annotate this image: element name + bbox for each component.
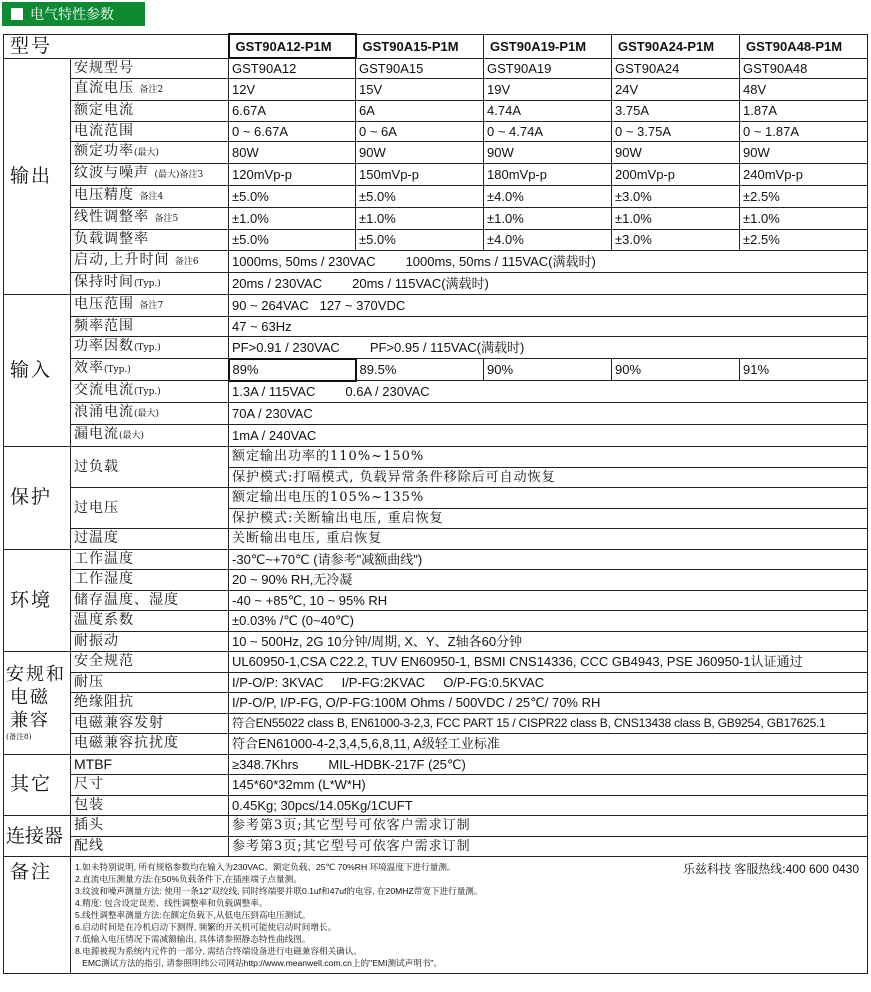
cell-value: 额定输出电压的105%~135% <box>229 488 868 509</box>
square-icon <box>11 8 23 20</box>
row-label: 电流范围 <box>71 121 229 142</box>
cell-value: 1mA / 240VAC <box>229 425 868 447</box>
cell-value: 91% <box>740 359 868 381</box>
spec-table <box>3 33 868 974</box>
cell-value: 0 ~ 4.74A <box>484 121 612 142</box>
cell-value: 保护模式:打嗝模式, 负载异常条件移除后可自动恢复 <box>229 467 868 488</box>
section-header <box>2 2 145 26</box>
remark-line: EMC测试方法的指引, 请参照明纬公司网站http://www.meanwell.com.cn上的"EMI测试声明书"。 <box>75 958 443 968</box>
cell-value: 1000ms, 50ms / 230VAC 1000ms, 50ms / 115VAC(满载时) <box>229 250 868 272</box>
cell-value: ±1.0% <box>740 208 868 230</box>
remarks-section-title: 备注 <box>4 857 71 974</box>
cell-value: 90W <box>612 142 740 164</box>
row-label: 过温度 <box>71 529 229 550</box>
row-label: 频率范围 <box>71 316 229 337</box>
row-label: 电压范围 备注7 <box>71 294 229 316</box>
row-label: 工作温度 <box>71 549 229 570</box>
cell-value: GST90A15 <box>356 58 484 79</box>
cell-value: ±4.0% <box>484 230 612 251</box>
row-label: 漏电流(最大) <box>71 425 229 447</box>
cell-value: ±5.0% <box>356 186 484 208</box>
row-label: 额定电流 <box>71 101 229 122</box>
row-label: 交流电流(Typ.) <box>71 381 229 403</box>
row-label: 包装 <box>71 795 229 816</box>
row-label: 安规型号 <box>71 58 229 79</box>
row-label: 耐振动 <box>71 631 229 652</box>
row-label: 配线 <box>71 836 229 857</box>
remark-line: 4.精度: 包含设定误差、线性调整率和负载调整率。 <box>75 898 268 908</box>
cell-value: GST90A24 <box>612 58 740 79</box>
cell-value: ±5.0% <box>229 186 356 208</box>
cell-value: ±5.0% <box>229 230 356 251</box>
cell-value: 120mVp-p <box>229 164 356 186</box>
cell-value: I/P-O/P: 3KVAC I/P-FG:2KVAC O/P-FG:0.5KVAC <box>229 672 868 693</box>
row-label: 安全规范 <box>71 652 229 673</box>
row-label: 浪涌电流(最大) <box>71 403 229 425</box>
row-label: 插头 <box>71 816 229 837</box>
model-name: GST90A19-P1M <box>484 34 612 58</box>
cell-value: 1.3A / 115VAC 0.6A / 230VAC <box>229 381 868 403</box>
cell-value: I/P-O/P, I/P-FG, O/P-FG:100M Ohms / 500VDC / 25℃/ 70% RH <box>229 693 868 714</box>
cell-value: ±1.0% <box>612 208 740 230</box>
cell-value: 参考第3页;其它型号可依客户需求订制 <box>229 836 868 857</box>
cell-value: 保护模式:关断输出电压, 重启恢复 <box>229 508 868 529</box>
cell-value: 0 ~ 6A <box>356 121 484 142</box>
others-section-title: 其它 <box>4 754 71 816</box>
cell-value: 90W <box>356 142 484 164</box>
cell-value: 90 ~ 264VAC 127 ~ 370VDC <box>229 294 868 316</box>
cell-value: 4.74A <box>484 101 612 122</box>
cell-value: 0.45Kg; 30pcs/14.05Kg/1CUFT <box>229 795 868 816</box>
cell-value: 6A <box>356 101 484 122</box>
connector-section-title: 连接器 <box>4 816 71 857</box>
cell-value: 70A / 230VAC <box>229 403 868 425</box>
cell-value: 47 ~ 63Hz <box>229 316 868 337</box>
row-label: 电磁兼容抗扰度 <box>71 734 229 755</box>
cell-value: 24V <box>612 79 740 101</box>
cell-value: ±2.5% <box>740 186 868 208</box>
cell-value: -40 ~ +85℃, 10 ~ 95% RH <box>229 590 868 611</box>
row-label: 电磁兼容发射 <box>71 713 229 734</box>
cell-value: 参考第3页;其它型号可依客户需求订制 <box>229 816 868 837</box>
remark-line: 3.纹波和噪声测量方法: 使用一条12"双绞线, 同时终端要并联0.1uf和47uf的电容, 在20MHZ带宽下进行量测。 <box>75 886 483 896</box>
row-label: 启动,上升时间 备注6 <box>71 250 229 272</box>
cell-value: ±0.03% /℃ (0~40℃) <box>229 611 868 632</box>
row-label: 工作湿度 <box>71 570 229 591</box>
cell-value: 89.5% <box>356 359 484 381</box>
cell-value: ±2.5% <box>740 230 868 251</box>
row-label: 温度系数 <box>71 611 229 632</box>
cell-value: 1.87A <box>740 101 868 122</box>
cell-value: 0 ~ 1.87A <box>740 121 868 142</box>
cell-value: 89% <box>229 359 356 381</box>
input-section-title: 输入 <box>4 294 71 447</box>
row-label: 过电压 <box>71 488 229 529</box>
cell-value: 200mVp-p <box>612 164 740 186</box>
row-label: 负载调整率 <box>71 230 229 251</box>
row-label: 电压精度 备注4 <box>71 186 229 208</box>
cell-value: 0 ~ 6.67A <box>229 121 356 142</box>
cell-value: 20 ~ 90% RH,无冷凝 <box>229 570 868 591</box>
row-label: 额定功率(最大) <box>71 142 229 164</box>
cell-value: 90W <box>484 142 612 164</box>
model-name: GST90A15-P1M <box>356 34 484 58</box>
remark-line: 5.线性调整率测量方法:在额定负载下,从低电压到高电压测试。 <box>75 910 311 920</box>
row-label: 耐压 <box>71 672 229 693</box>
protection-section-title: 保护 <box>4 447 71 550</box>
cell-value: 48V <box>740 79 868 101</box>
row-label: 效率(Typ.) <box>71 359 229 381</box>
cell-value: 符合EN61000-4-2,3,4,5,6,8,11, A级轻工业标准 <box>229 734 868 755</box>
remark-line: 7.低输入电压情况下需减额输出, 具体请参照静态特性曲线图。 <box>75 934 311 944</box>
row-label: 功率因数(Typ.) <box>71 337 229 359</box>
cell-value: 12V <box>229 79 356 101</box>
cell-value: 145*60*32mm (L*W*H) <box>229 775 868 796</box>
remarks-notes <box>71 857 868 974</box>
cell-value: 180mVp-p <box>484 164 612 186</box>
row-label: 储存温度、湿度 <box>71 590 229 611</box>
cell-value: 90% <box>612 359 740 381</box>
cell-value: UL60950-1,CSA C22.2, TUV EN60950-1, BSMI CNS14336, CCC GB4943, PSE J60950-1认证通过 <box>229 652 868 673</box>
row-label: 尺寸 <box>71 775 229 796</box>
cell-value: 3.75A <box>612 101 740 122</box>
remark-line: 2.直流电压测量方法:在50%负载条件下,在插座端子点量测。 <box>75 874 302 884</box>
remark-line: 8.电源被视为系统内元件的一部分, 需结合终端设备进行电磁兼容相关确认。 <box>75 946 362 956</box>
section-title: 电气特性参数 <box>30 6 114 22</box>
contact-hotline: 乐兹科技 客服热线:400 600 0430 <box>682 862 860 876</box>
cell-value: 关断输出电压, 重启恢复 <box>229 529 868 550</box>
row-label: 纹波与噪声 (最大)备注3 <box>71 164 229 186</box>
cell-value: ±4.0% <box>484 186 612 208</box>
cell-value: ±1.0% <box>356 208 484 230</box>
cell-value: 符合EN55022 class B, EN61000-3-2,3, FCC PART 15 / CISPR22 class B, CNS13438 class B, GB9254, GB17625.1 <box>229 713 868 734</box>
model-label: 型号 <box>4 34 229 58</box>
cell-value: 80W <box>229 142 356 164</box>
cell-value: GST90A12 <box>229 58 356 79</box>
cell-value: ±5.0% <box>356 230 484 251</box>
cell-value: 90W <box>740 142 868 164</box>
cell-value: 6.67A <box>229 101 356 122</box>
cell-value: ±1.0% <box>484 208 612 230</box>
model-name: GST90A24-P1M <box>612 34 740 58</box>
safety-section-title: 安规和 电磁 兼容 (备注8) <box>4 652 71 755</box>
output-section-title: 输出 <box>4 58 71 294</box>
model-name: GST90A12-P1M <box>229 34 356 58</box>
cell-value: 150mVp-p <box>356 164 484 186</box>
cell-value: 240mVp-p <box>740 164 868 186</box>
remark-line: 1.如未特别说明, 所有规格参数均在输入为230VAC、额定负载、25℃ 70%RH 环境温度下进行量测。 <box>75 862 456 872</box>
cell-value: ≥348.7Khrs MIL-HDBK-217F (25℃) <box>229 754 868 775</box>
cell-value: ±3.0% <box>612 186 740 208</box>
cell-value: ±3.0% <box>612 230 740 251</box>
cell-value: 0 ~ 3.75A <box>612 121 740 142</box>
row-label: 线性调整率 备注5 <box>71 208 229 230</box>
cell-value: 20ms / 230VAC 20ms / 115VAC(满载时) <box>229 272 868 294</box>
cell-value: GST90A19 <box>484 58 612 79</box>
environment-section-title: 环境 <box>4 549 71 652</box>
cell-value: -30℃~+70℃ (请参考"减额曲线") <box>229 549 868 570</box>
remark-line: 6.启动时间是在冷机启动下测得, 频繁的开关机可能使启动时间增长。 <box>75 922 337 932</box>
row-label: MTBF <box>71 754 229 775</box>
row-label: 过负载 <box>71 447 229 488</box>
cell-value: GST90A48 <box>740 58 868 79</box>
cell-value: PF>0.91 / 230VAC PF>0.95 / 115VAC(满载时) <box>229 337 868 359</box>
row-label: 绝缘阻抗 <box>71 693 229 714</box>
row-label: 保持时间(Typ.) <box>71 272 229 294</box>
cell-value: 额定输出功率的110%~150% <box>229 447 868 468</box>
model-name: GST90A48-P1M <box>740 34 868 58</box>
cell-value: 19V <box>484 79 612 101</box>
cell-value: 10 ~ 500Hz, 2G 10分钟/周期, X、Y、Z轴各60分钟 <box>229 631 868 652</box>
cell-value: ±1.0% <box>229 208 356 230</box>
cell-value: 90% <box>484 359 612 381</box>
cell-value: 15V <box>356 79 484 101</box>
row-label: 直流电压 备注2 <box>71 79 229 101</box>
